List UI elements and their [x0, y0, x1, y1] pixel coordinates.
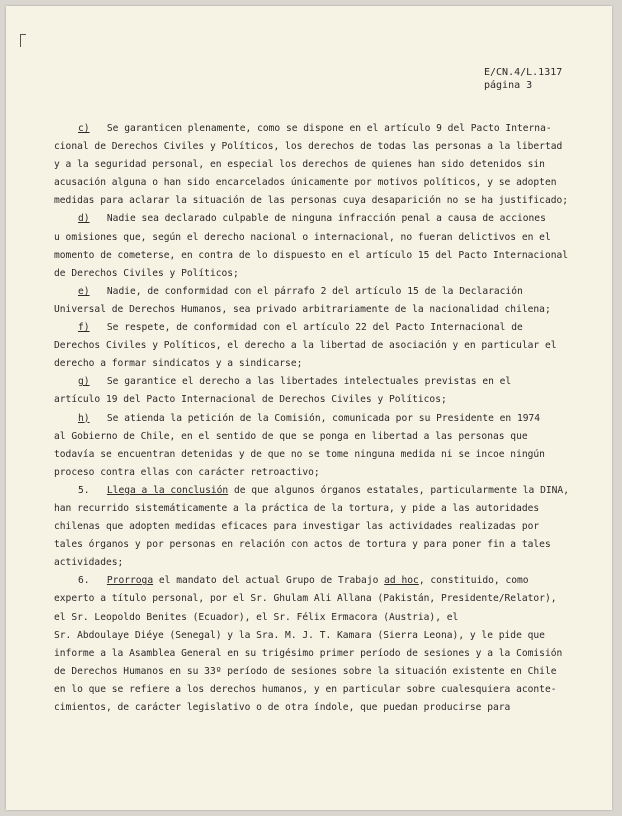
- document-page: [6, 6, 612, 810]
- text-line: derecho a formar sindicatos y a sindicarse;: [54, 358, 303, 370]
- item-marker: d): [78, 213, 90, 225]
- paragraph-number: 5.: [78, 484, 90, 496]
- document-body: [54, 120, 599, 717]
- text-line: de que algunos órganos estatales, particularmente la DINA,: [228, 484, 569, 496]
- page-number: página 3: [484, 80, 533, 91]
- paragraph-5: [54, 482, 599, 572]
- text-line: han recurrido sistemáticamente a la práctica de la tortura, y pide a las autoridades: [54, 502, 540, 514]
- paragraph-6: [54, 572, 599, 717]
- text-line: en lo que se refiere a los derechos humanos, y en particular sobre cualesquiera aconte-: [54, 683, 557, 695]
- text-segment: el mandato del actual Grupo de Trabajo: [153, 575, 385, 587]
- text-line: Se garantice el derecho a las libertades intelectuales previstas en el: [106, 376, 512, 388]
- text-line: Se garanticen plenamente, como se dispone en el artículo 9 del Pacto Interna-: [106, 123, 552, 134]
- text-line: momento de cometerse, en contra de lo dispuesto en el artículo 15 del Pacto Internacional: [54, 249, 569, 261]
- text-line: experto a título personal, por el Sr. Ghulam Ali Allana (Pakistán, Presidente/Relator),: [54, 593, 557, 605]
- text-line: acusación alguna o han sido encarcelados únicamente por motivos políticos, y se adopten: [54, 177, 557, 189]
- text-line: medidas para aclarar la situación de las personas cuya desaparición no se ha justificado;: [54, 195, 569, 207]
- text-line: artículo 19 del Pacto Internacional de Derechos Civiles y Políticos;: [54, 394, 447, 406]
- text-line: Nadie, de conformidad con el párrafo 2 del artículo 15 de la Declaración: [106, 285, 523, 297]
- text-line: Derechos Civiles y Políticos, el derecho a la libertad de asociación y en particular el: [54, 340, 557, 352]
- text-line: Universal de Derechos Humanos, sea privado arbitrariamente de la nacionalidad chilena;: [54, 303, 551, 315]
- text-line: informe a la Asamblea General en su trigésimo primer período de sesiones y a la Comisión: [54, 647, 563, 659]
- text-line: al Gobierno de Chile, en el sentido de que se ponga en libertad a las personas que: [54, 430, 528, 442]
- paragraph-g: [54, 373, 599, 409]
- text-line: cimientos, de carácter legislativo o de otra índole, que puedan producirse para: [54, 702, 511, 713]
- text-segment: , constituido, como: [418, 575, 529, 587]
- text-line: y a la seguridad personal, en especial los derechos de quienes han sido detenidos sin: [54, 159, 545, 171]
- paragraph-number: 6.: [78, 575, 90, 587]
- paragraph-h: [54, 410, 599, 482]
- text-line: de Derechos Civiles y Políticos;: [54, 267, 239, 279]
- latin-term: ad hoc: [384, 575, 419, 587]
- document-reference: [484, 66, 562, 92]
- paragraph-d: [54, 210, 599, 282]
- item-marker: e): [78, 285, 90, 297]
- text-line: cional de Derechos Civiles y Políticos, los derechos de todas las personas a la libertad: [54, 141, 563, 153]
- item-marker: h): [78, 412, 90, 424]
- text-line: actividades;: [54, 557, 124, 569]
- item-marker: f): [78, 322, 90, 334]
- corner-mark: [20, 34, 26, 47]
- item-marker: g): [78, 376, 90, 388]
- text-line: u omisiones que, según el derecho nacional o internacional, no fueran delictivos en el: [54, 231, 551, 243]
- text-line: proceso contra ellas con carácter retroactivo;: [54, 466, 320, 478]
- text-line: tales órganos y por personas en relación con actos de tortura y para poner fin a tales: [54, 539, 551, 551]
- text-line: el Sr. Leopoldo Benites (Ecuador), el Sr. Félix Ermacora (Austria), el: [54, 611, 459, 623]
- text-line: chilenas que adopten medidas eficaces para investigar las actividades realizadas por: [54, 521, 540, 533]
- text-line: Se atienda la petición de la Comisión, comunicada por su Presidente en 1974: [106, 412, 541, 424]
- paragraph-f: [54, 319, 599, 373]
- document-symbol: E/CN.4/L.1317: [484, 67, 563, 78]
- item-marker: c): [78, 123, 90, 134]
- operative-verb: Llega a la conclusión: [106, 484, 229, 496]
- paragraph-c: [54, 120, 599, 210]
- text-line: de Derechos Humanos en su 33º período de sesiones sobre la situación existente en Chile: [54, 665, 557, 677]
- text-line: Se respete, de conformidad con el artículo 22 del Pacto Internacional de: [106, 322, 523, 334]
- paragraph-e: [54, 283, 599, 319]
- text-line: Nadie sea declarado culpable de ninguna infracción penal a causa de acciones: [106, 213, 546, 225]
- text-line: todavía se encuentran detenidas y de que no se tome ninguna medida ni se incoe ningún: [54, 448, 545, 460]
- text-line: Sr. Abdoulaye Diéye (Senegal) y la Sra. M. J. T. Kamara (Sierra Leona), y le pide que: [54, 629, 545, 641]
- operative-verb: Prorroga: [106, 575, 154, 587]
